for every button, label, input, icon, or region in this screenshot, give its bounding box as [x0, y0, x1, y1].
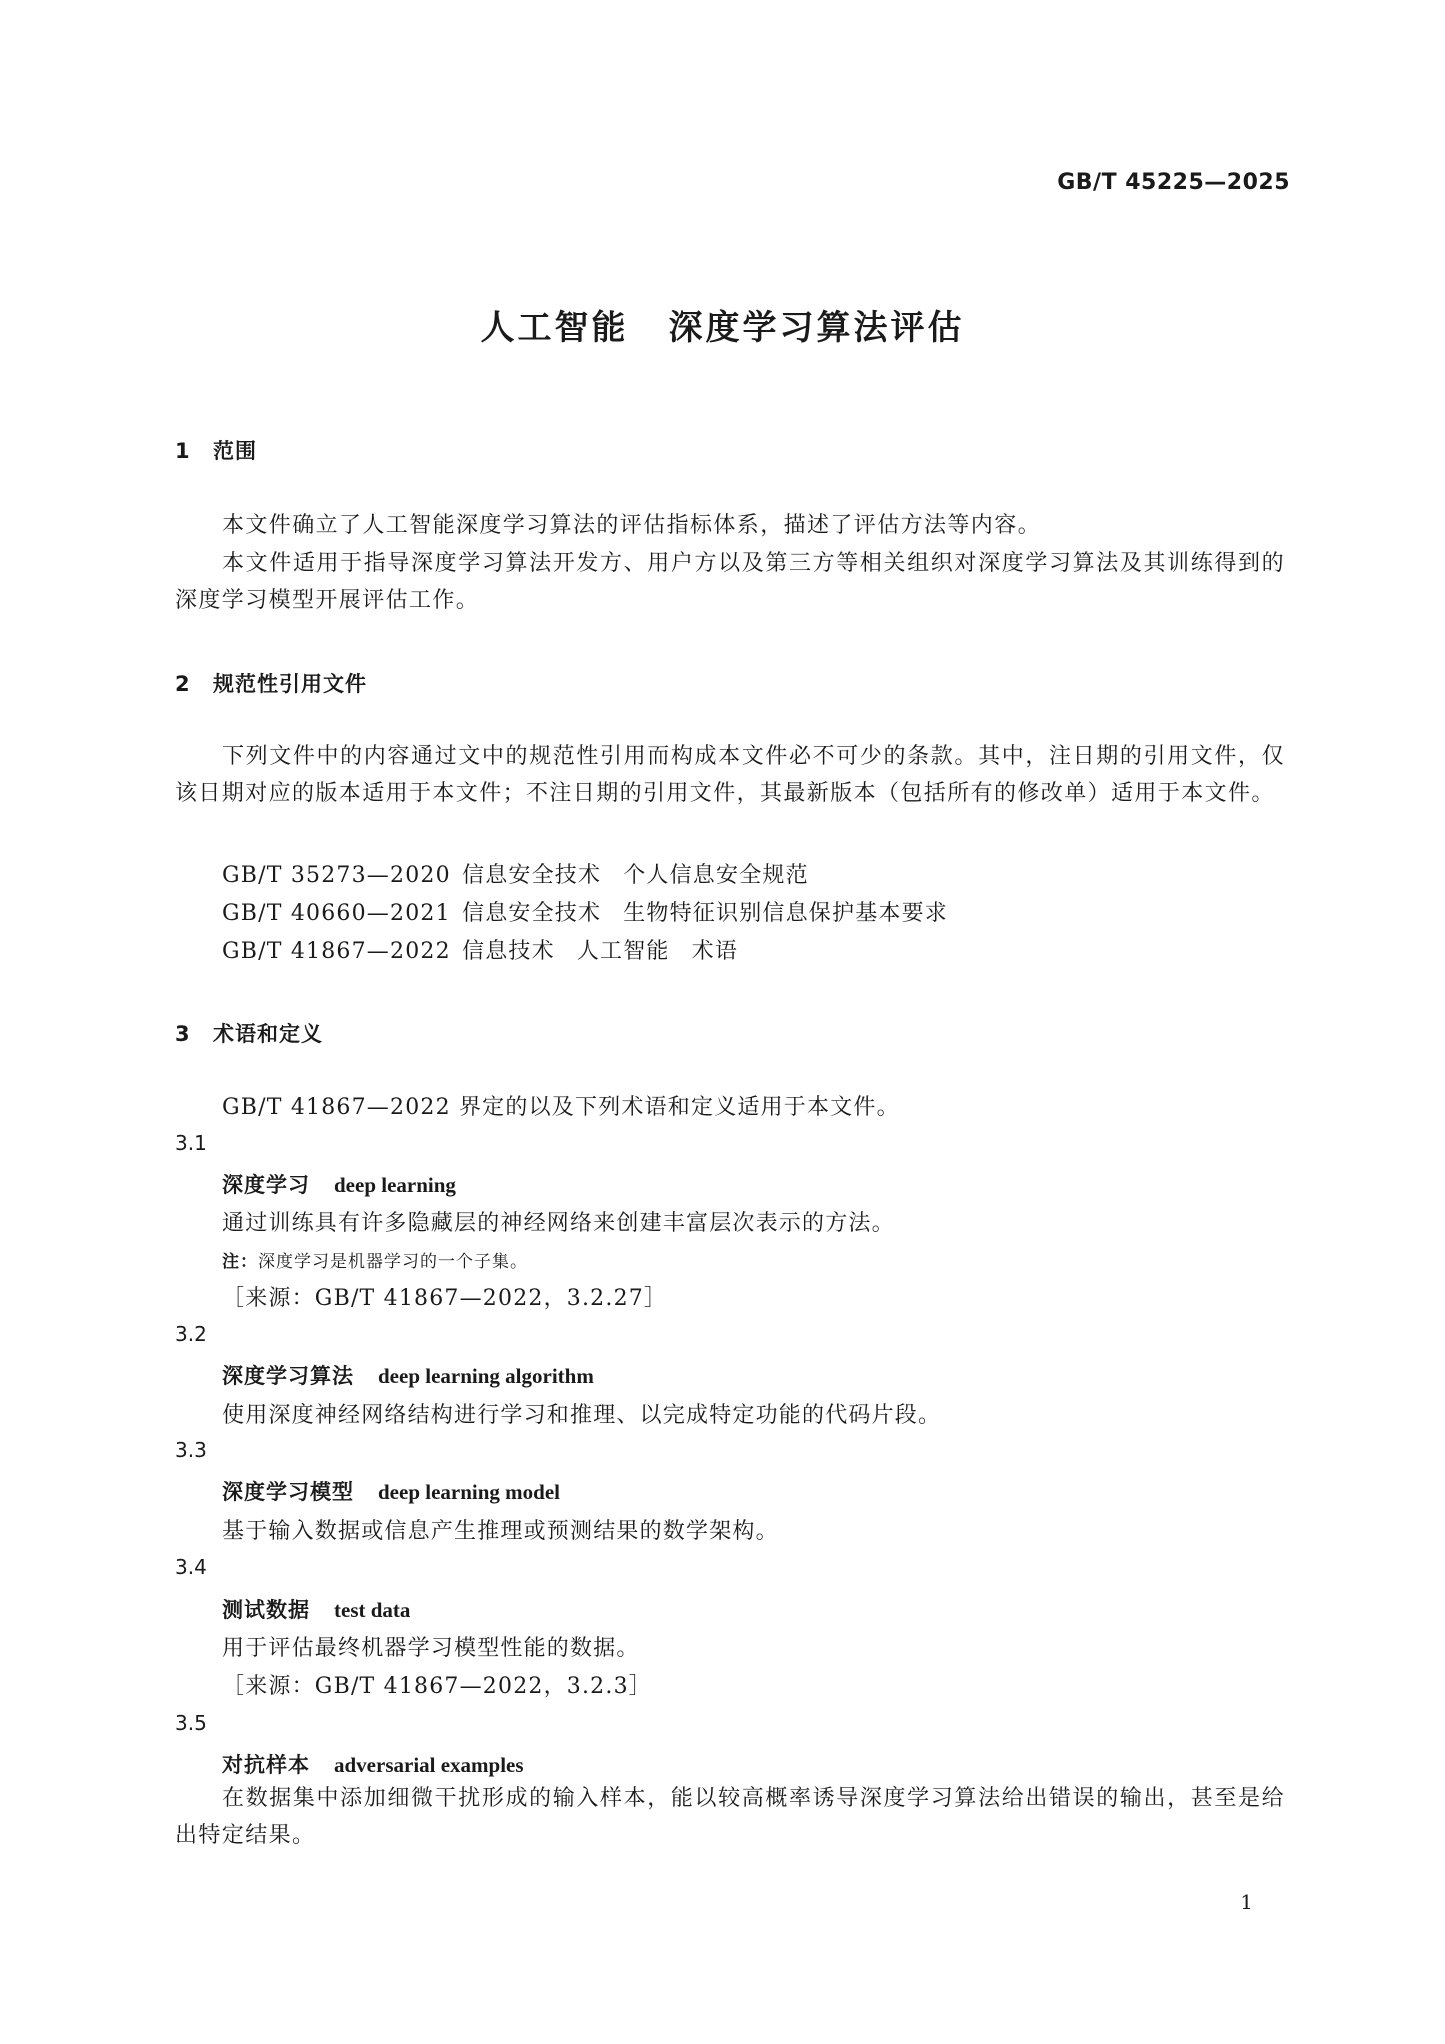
title-part-1: 人工智能: [480, 308, 629, 348]
term-heading: [222, 1594, 410, 1624]
reference-title-3: 术语: [691, 939, 739, 964]
term-definition: 用于评估最终机器学习模型性能的数据。: [222, 1636, 640, 1661]
reference-title-2: 人工智能: [576, 939, 670, 964]
section-2-heading: [175, 668, 367, 698]
term-heading: [222, 1749, 524, 1779]
term-number: 3.2: [175, 1322, 207, 1346]
term-definition: 在数据集中添加细微干扰形成的输入样本，能以较高概率诱导深度学习算法给出错误的输出，甚至是给出特定结果。: [175, 1786, 1285, 1848]
section-title: 范围: [213, 439, 257, 463]
section-2-paragraph: 下列文件中的内容通过文中的规范性引用而构成本文件必不可少的条款。其中，注日期的引用文件，仅该日期对应的版本适用于本文件；不注日期的引用文件，其最新版本（包括所有的修改单）适用于本文件。: [175, 744, 1285, 806]
term-definition: 使用深度神经网络结构进行学习和推理、以完成特定功能的代码片段。: [222, 1403, 942, 1428]
title-part-2: 深度学习算法评估: [668, 308, 965, 348]
reference-title-2: 个人信息安全规范: [623, 863, 809, 888]
note-text: 深度学习是机器学习的一个子集。: [258, 1252, 528, 1272]
term-heading: [222, 1360, 594, 1390]
term-number: 3.1: [175, 1131, 207, 1155]
term-en: adversarial examples: [334, 1753, 524, 1777]
term-zh: 测试数据: [222, 1598, 310, 1622]
document-title: [0, 300, 1445, 349]
term-definition: 通过训练具有许多隐藏层的神经网络来创建丰富层次表示的方法。: [222, 1211, 895, 1236]
section-3-intro: GB/T 41867—2022 界定的以及下列术语和定义适用于本文件。: [222, 1095, 900, 1120]
term-definition: 基于输入数据或信息产生推理或预测结果的数学架构。: [222, 1519, 779, 1544]
term-zh: 对抗样本: [222, 1753, 310, 1777]
reference-item: [222, 896, 948, 927]
reference-title-1: 信息安全技术: [462, 863, 602, 888]
section-title: 术语和定义: [213, 1022, 323, 1046]
section-1-paragraph-1: 本文件确立了人工智能深度学习算法的评估指标体系，描述了评估方法等内容。: [222, 513, 1042, 538]
term-en: deep learning: [334, 1173, 456, 1197]
reference-title-1: 信息安全技术: [462, 901, 602, 926]
page-number: 1: [1240, 1890, 1253, 1914]
section-title: 规范性引用文件: [213, 672, 367, 696]
section-1-heading: [175, 435, 257, 465]
term-en: deep learning algorithm: [378, 1364, 594, 1388]
section-3-heading: [175, 1018, 323, 1048]
term-number: 3.3: [175, 1438, 207, 1462]
term-note: [222, 1247, 528, 1272]
section-1-paragraph-2: 本文件适用于指导深度学习算法开发方、用户方以及第三方等相关组织对深度学习算法及其训练得到的深度学习模型开展评估工作。: [175, 551, 1285, 613]
term-zh: 深度学习算法: [222, 1364, 354, 1388]
term-en: deep learning model: [378, 1480, 560, 1504]
section-number: 1: [175, 439, 191, 463]
term-number: 3.5: [175, 1711, 207, 1735]
term-number: 3.4: [175, 1555, 207, 1579]
note-label: 注：: [222, 1252, 258, 1272]
reference-title-1: 信息技术: [462, 939, 555, 964]
term-zh: 深度学习模型: [222, 1480, 354, 1504]
section-number: 3: [175, 1022, 191, 1046]
reference-code: GB/T 41867—2022: [222, 939, 451, 964]
reference-code: GB/T 40660—2021: [222, 901, 451, 926]
term-heading: [222, 1476, 560, 1506]
section-number: 2: [175, 672, 191, 696]
reference-item: [222, 858, 809, 889]
term-source: ［来源：GB/T 41867—2022，3.2.27］: [222, 1286, 668, 1311]
term-heading: [222, 1169, 456, 1199]
reference-title-2: 生物特征识别信息保护基本要求: [623, 901, 949, 926]
reference-item: [222, 934, 738, 965]
term-zh: 深度学习: [222, 1173, 310, 1197]
term-en: test data: [334, 1598, 411, 1622]
standard-number: GB/T 45225—2025: [1057, 170, 1290, 195]
term-source: ［来源：GB/T 41867—2022，3.2.3］: [222, 1674, 652, 1699]
reference-code: GB/T 35273—2020: [222, 863, 451, 888]
